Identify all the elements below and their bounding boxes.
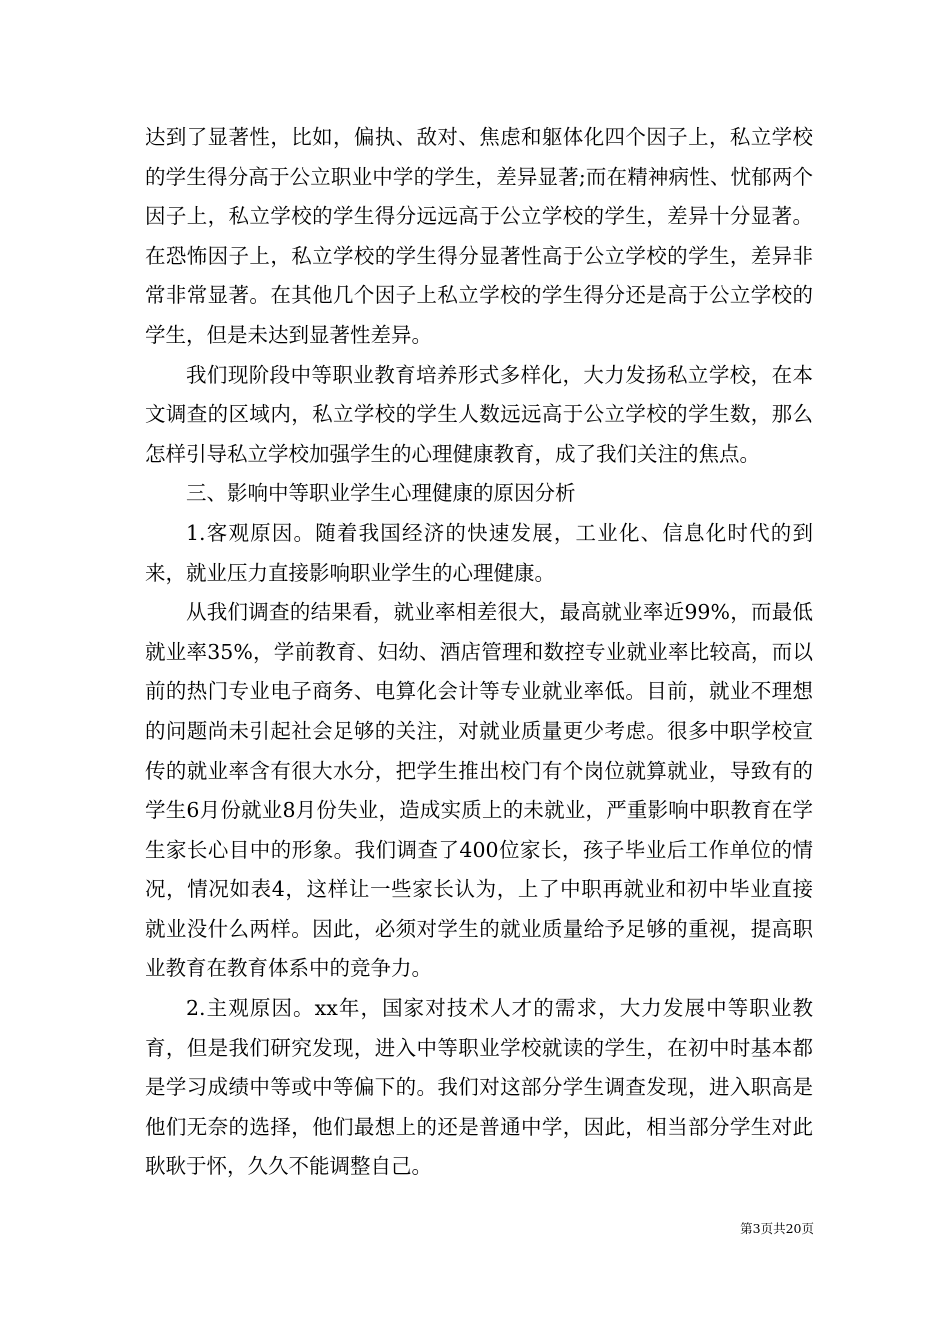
paragraph-subjective-reasons: 2.主观原因。xx年，国家对技术人才的需求，大力发展中等职业教育，但是我们研究发现，进入中等职业学校就读的学生，在初中时基本都是学习成绩中等或中等偏下的。我们对这部分学生调查发现，进入职高是他们无奈的选择，他们最想上的还是普通中学，因此，相当部分学生对此耿耿于怀，久久不能调整自己。 (145, 996, 813, 1179)
document-body (145, 118, 813, 1187)
section-heading: 三、影响中等职业学生心理健康的原因分析 (186, 481, 576, 506)
paragraph-continuation: 达到了显著性，比如，偏执、敌对、焦虑和躯体化四个因子上，私立学校的学生得分高于公立职业中学的学生，差异显著;而在精神病性、忧郁两个因子上，私立学校的学生得分远远高于公立学校的学生，差异十分显著。在恐怖因子上，私立学校的学生得分显著性高于公立学校的学生，差异非常非常显著。在其他几个因子上私立学校的学生得分还是高于公立学校的学生，但是未达到显著性差异。 (145, 125, 813, 347)
paragraph-private-schools: 我们现阶段中等职业教育培养形式多样化，大力发扬私立学校，在本文调查的区域内，私立学校的学生人数远远高于公立学校的学生数，那么怎样引导私立学校加强学生的心理健康教育，成了我们关注的焦点。 (145, 362, 813, 466)
paragraph-objective-reasons: 1.客观原因。随着我国经济的快速发展，工业化、信息化时代的到来，就业压力直接影响职业学生的心理健康。 (145, 520, 813, 585)
paragraph-employment-survey: 从我们调查的结果看，就业率相差很大，最高就业率近99%，而最低就业率35%，学前教育、妇幼、酒店管理和数控专业就业率比较高，而以前的热门专业电子商务、电算化会计等专业就业率低。目前，就业不理想的问题尚未引起社会足够的关注，对就业质量更少考虑。很多中职学校宣传的就业率含有很大水分，把学生推出校门有个岗位就算就业，导致有的学生6月份就业8月份失业，造成实质上的未就业，严重影响中职教育在学生家长心目中的形象。我们调查了400位家长，孩子毕业后工作单位的情况，情况如表4，这样让一些家长认为，上了中职再就业和初中毕业直接就业没什么两样。因此，必须对学生的就业质量给予足够的重视，提高职业教育在教育体系中的竞争力。 (145, 600, 813, 981)
page-number: 第3页共20页 (740, 1221, 814, 1236)
